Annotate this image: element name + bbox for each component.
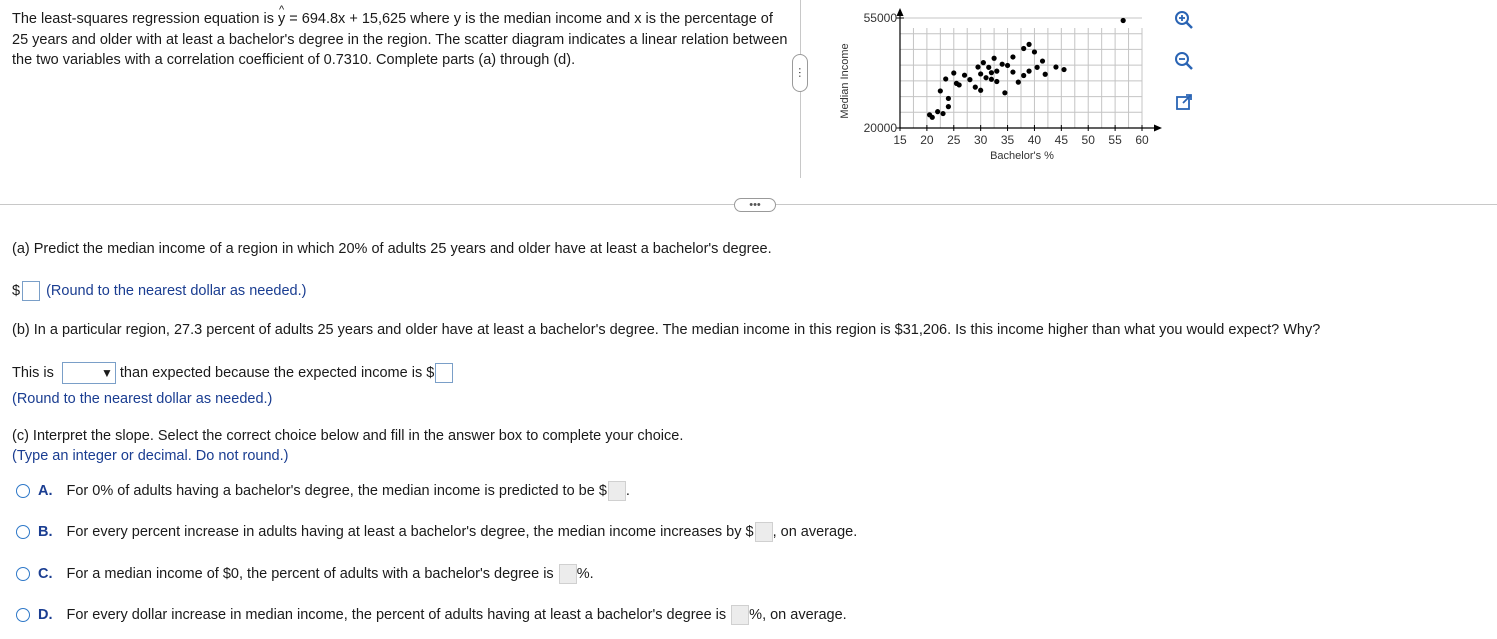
scatter-chart: [830, 0, 1170, 170]
choice-a-input[interactable]: [608, 481, 626, 501]
data-point: [994, 79, 999, 84]
data-point: [989, 70, 994, 75]
y-axis-label: Median Income: [839, 43, 851, 119]
data-point: [1040, 58, 1045, 63]
data-point: [1010, 54, 1015, 59]
data-point: [1021, 73, 1026, 78]
data-point: [943, 76, 948, 81]
data-point: [957, 82, 962, 87]
data-point: [1026, 42, 1031, 47]
part-b-lead: This is: [12, 365, 54, 381]
x-tick-label: 25: [947, 133, 961, 147]
data-point: [967, 77, 972, 82]
choice-a-letter: A.: [38, 483, 53, 499]
data-point: [978, 88, 983, 93]
x-axis-label: Bachelor's %: [990, 150, 1054, 162]
data-point: [1005, 63, 1010, 68]
x-tick-label: 30: [973, 133, 988, 147]
data-point: [994, 69, 999, 74]
zoom-in-icon[interactable]: [1173, 9, 1195, 31]
y-hat-symbol: ^ y: [278, 9, 285, 30]
x-tick-label: 20: [920, 133, 934, 147]
part-b-dropdown[interactable]: [62, 362, 116, 384]
choice-b-letter: B.: [38, 524, 53, 540]
horizontal-resize-handle[interactable]: •••: [734, 198, 776, 212]
data-point: [1002, 90, 1007, 95]
part-a-answer-input[interactable]: [22, 281, 40, 301]
part-b-answer-row: [12, 362, 453, 384]
part-b-question: (b) In a particular region, 27.3 percent of adults 25 years and older have at least a bachelor's degree. The median income in this region is $31,206. Is this income higher than what you would expect? Why?: [12, 322, 1321, 338]
data-point: [1121, 18, 1126, 23]
choice-c[interactable]: [16, 564, 594, 584]
choice-b-input[interactable]: [755, 522, 773, 542]
data-point: [1035, 65, 1040, 70]
data-point: [1000, 62, 1005, 67]
choice-c-after: %.: [576, 566, 594, 582]
data-point: [986, 65, 991, 70]
data-point: [978, 71, 983, 76]
choice-c-text: For a median income of $0, the percent of adults with a bachelor's degree is: [66, 566, 554, 582]
y-tick-label: 55000: [863, 11, 897, 25]
part-c-note: (Type an integer or decimal. Do not round.): [12, 448, 289, 464]
x-axis-arrow: [1154, 125, 1162, 132]
choice-d-input[interactable]: [731, 605, 749, 625]
choice-d-text: For every dollar increase in median income, the percent of adults having at least a bachelor's degree is: [66, 607, 727, 623]
data-point: [1016, 80, 1021, 85]
choice-a-radio[interactable]: [16, 484, 30, 498]
x-tick-label: 50: [1081, 133, 1095, 147]
choice-c-letter: C.: [38, 566, 53, 582]
part-b-middle: than expected because the expected income is $: [119, 365, 435, 381]
dropdown-arrow-icon: ▼: [101, 366, 113, 380]
choice-b-radio[interactable]: [16, 525, 30, 539]
data-point: [983, 75, 988, 80]
part-a-note: (Round to the nearest dollar as needed.): [46, 283, 307, 299]
choice-a-text: For 0% of adults having a bachelor's degree, the median income is predicted to be $: [66, 483, 607, 499]
data-point: [946, 104, 951, 109]
data-point: [940, 111, 945, 116]
problem-statement: [12, 9, 792, 71]
data-point: [938, 88, 943, 93]
choice-b-text: For every percent increase in adults having at least a bachelor's degree, the median income increases by $: [66, 524, 754, 540]
y-axis-arrow: [897, 8, 904, 16]
data-point: [1043, 72, 1048, 77]
data-point: [981, 60, 986, 65]
data-point: [973, 85, 978, 90]
choice-d-radio[interactable]: [16, 608, 30, 622]
x-tick-label: 35: [1000, 133, 1015, 147]
data-point: [1053, 64, 1058, 69]
choice-d-after: %, on average.: [749, 607, 847, 623]
x-tick-label: 45: [1054, 133, 1069, 147]
data-point: [946, 96, 951, 101]
choice-c-input[interactable]: [559, 564, 577, 584]
data-point: [935, 109, 940, 114]
choice-d[interactable]: [16, 605, 847, 625]
data-point: [930, 115, 935, 120]
data-point: [951, 70, 956, 75]
x-tick-label: 55: [1108, 133, 1122, 147]
data-point: [1032, 49, 1037, 54]
data-point: [992, 56, 997, 61]
part-b-answer-input[interactable]: [435, 363, 453, 383]
choice-c-radio[interactable]: [16, 567, 30, 581]
choice-b[interactable]: [16, 522, 857, 542]
intro-text-1: The least-squares regression equation is: [12, 11, 278, 27]
zoom-out-icon[interactable]: [1173, 50, 1195, 72]
popout-icon[interactable]: [1173, 91, 1195, 113]
part-c-question: (c) Interpret the slope. Select the correct choice below and fill in the answer box to complete your choice.: [12, 428, 684, 444]
dollar-prefix: $: [12, 283, 21, 299]
x-tick-label: 40: [1027, 133, 1042, 147]
x-tick-label: 15: [893, 133, 907, 147]
data-point: [1026, 69, 1031, 74]
vertical-resize-handle[interactable]: ⋯: [792, 54, 808, 92]
part-a-answer-row: [12, 281, 306, 301]
x-tick-label: 60: [1135, 133, 1149, 147]
choice-b-after: , on average.: [772, 524, 858, 540]
data-point: [1061, 67, 1066, 72]
data-point: [1021, 46, 1026, 51]
choice-a[interactable]: [16, 481, 630, 501]
intro-text-2: = 694.8x + 15,625 where y is the median income and x is the percentage of 25 years and older with at least a bachelor's degree in the region. The scatter diagram indicates a linear relation between the two variables with a correlation coefficient of 0.7310. Complete parts (a) through (d).: [12, 11, 788, 68]
part-a-question: (a) Predict the median income of a region in which 20% of adults 25 years and older have at least a bachelor's degree.: [12, 241, 772, 257]
part-b-note: (Round to the nearest dollar as needed.): [12, 391, 273, 407]
data-point: [1010, 69, 1015, 74]
data-point: [975, 64, 980, 69]
y-tick-label: 20000: [863, 121, 897, 135]
choice-a-after: .: [625, 483, 630, 499]
data-point: [989, 77, 994, 82]
data-point: [962, 73, 967, 78]
choice-d-letter: D.: [38, 607, 53, 623]
